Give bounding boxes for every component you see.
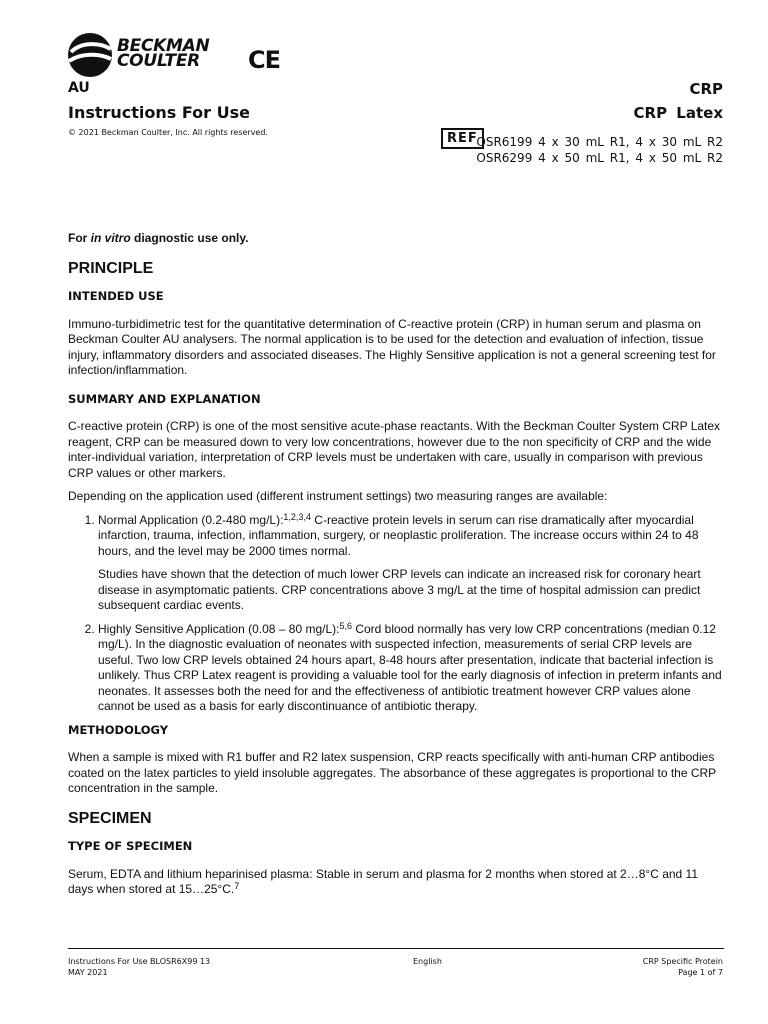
- copyright: © 2021 Beckman Coulter, Inc. All rights reserved.: [68, 128, 268, 137]
- heading-principle: PRINCIPLE: [68, 259, 154, 277]
- specimen-text: Serum, EDTA and lithium heparinised plasma: Stable in serum and plasma for 2 months when stored at 2…8°C and 11 days when stored at 15…25°C.$^7$: [68, 866, 699, 896]
- product-code: CRP: [689, 80, 723, 98]
- list-item-paragraph: Studies have shown that the detection of much lower CRP levels can indicate an increased risk for coronary heart disease in asymptomatic patients. CRP concentrations above 3 mg/L at the time of hospital admission can predict subsequent cardiac events.: [98, 567, 701, 612]
- footer-left: [68, 956, 210, 978]
- ref-list: [476, 134, 723, 166]
- footer-language: English: [413, 957, 442, 966]
- heading-summary: SUMMARY AND EXPLANATION: [68, 391, 261, 406]
- footer-page-number: Page 1 of 7: [678, 968, 723, 977]
- brand-coulter: COULTER: [117, 51, 200, 71]
- summary-text: C-reactive protein (CRP) is one of the most sensitive acute-phase reactants. With the Beckman Coulter System CRP Latex reagent, CRP can be measured down to very low concentrations, however due to the non specificity of CRP and the wide inter-individual variation, interpretation of CRP levels must be undertaken with care, usually in comparison with previous CRP values or other markers.: [68, 419, 721, 480]
- list-item: 1. Normal Application (0.2-480 mg/L):$^{1,2,3,4}$ C-reactive protein levels in serum can rise dramatically after myocardial infarction, trauma, infection, inflammation, surgery, or neoplastic proliferation. The increase occurs within 24 to 48 hours, and the level may be 2000 times normal. Studies have shown that the detection of much lower CRP levels can indicate an increased risk for coronary heart disease in asymptomatic patients. CRP concentrations above 3 mg/L at the time of hospital admission can predict subsequent cardiac events.: [98, 513, 724, 614]
- heading-specimen: SPECIMEN: [68, 809, 152, 827]
- ivd-statement: For in vitro diagnostic use only.: [68, 231, 249, 245]
- ref-line: OSR6299 4 x 50 mL R1, 4 x 50 mL R2: [476, 151, 723, 165]
- document-type: Instructions For Use: [68, 103, 250, 122]
- header-au: AU: [68, 80, 90, 96]
- footer-divider: [68, 948, 724, 949]
- footer-date: MAY 2021: [68, 968, 108, 977]
- product-name: CRP Latex: [633, 104, 723, 122]
- ref-symbol: REF: [441, 128, 484, 149]
- document-body: [68, 228, 724, 898]
- ce-mark: CE: [248, 46, 281, 74]
- heading-type-of-specimen: TYPE OF SPECIMEN: [68, 839, 193, 853]
- beckman-coulter-logo: [67, 32, 217, 78]
- depending-text: Depending on the application used (different instrument settings) two measuring ranges are available:: [68, 489, 608, 503]
- footer-right: [643, 956, 723, 978]
- intended-use-text: Immuno-turbidimetric test for the quantitative determination of C-reactive protein (CRP) in human serum and plasma on Beckman Coulter AU analysers. The normal application is to be used for the detection and evaluation of infection, tissue injury, inflammatory disorders and associated diseases. The Highly Sensitive application is not a general screening test for infection/inflammation.: [68, 316, 716, 377]
- footer-product: CRP Specific Protein: [642, 957, 723, 966]
- application-list: [68, 513, 724, 715]
- beckman-coulter-globe-icon: [67, 32, 113, 78]
- heading-intended-use: INTENDED USE: [68, 289, 164, 303]
- brand-beckman: BECKMAN: [117, 36, 210, 56]
- ref-line: OSR6199 4 x 30 mL R1, 4 x 30 mL R2: [476, 135, 723, 149]
- list-item: 2. Highly Sensitive Application (0.08 – 80 mg/L):$^{5,6}$ Cord blood normally has very low CRP concentrations (median 0.12 mg/L). In the diagnostic evaluation of neonates with suspected infection, measurements of serial CRP levels are useful. Two low CRP levels obtained 24 hours apart, 8-48 hours after presentation, indicate that bacterial infection is unlikely. Thus CRP Latex reagent is providing a valuable tool for the early diagnosis of infection in preterm infants and neonates. It assesses both the need for and the effectiveness of antibiotic treatment however CRP values alone cannot be used as a basis for early discontinuance of antibiotic therapy.: [98, 622, 724, 715]
- heading-methodology: METHODOLOGY: [68, 722, 169, 737]
- methodology-text: When a sample is mixed with R1 buffer and R2 latex suspension, CRP reacts specifically with anti-human CRP antibodies coated on the latex particles to yield insoluble aggregates. The absorbance of these aggregates is proportional to the CRP concentration in the sample.: [68, 750, 716, 795]
- footer-doc-id: Instructions For Use BLOSR6X99 13: [68, 957, 211, 966]
